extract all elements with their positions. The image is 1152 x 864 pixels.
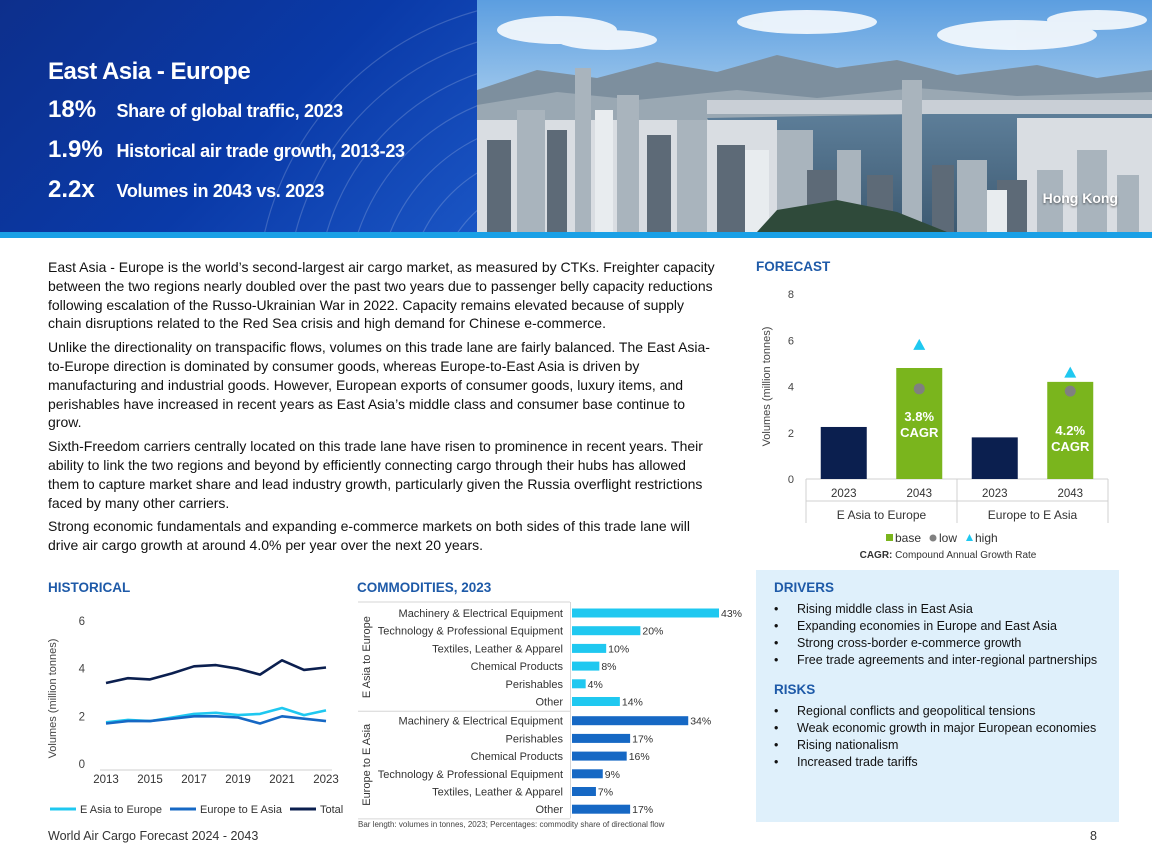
commodity-value: 10% — [608, 643, 630, 656]
commodity-bar — [572, 697, 620, 706]
y-tick-label: 2 — [78, 711, 85, 724]
x-tick-label: 2023 — [981, 488, 1008, 500]
commodity-value: 7% — [597, 786, 614, 799]
legend-label: Europe to E Asia — [200, 804, 282, 816]
commodity-value: 4% — [587, 678, 603, 691]
y-tick-label: 0 — [787, 474, 794, 486]
x-tick-label: 2017 — [181, 774, 207, 786]
list-item: • Increased trade tariffs — [774, 754, 1114, 771]
commodity-value: 17% — [632, 733, 654, 746]
x-tick-label: 2043 — [1057, 488, 1084, 500]
list-item: • Expanding economies in Europe and East Asia — [774, 618, 1114, 635]
x-tick-label: 2015 — [137, 774, 163, 786]
list-item: • Strong cross-border e-commerce growth — [774, 635, 1114, 652]
cagr-note-bold: CAGR: — [859, 550, 893, 561]
historical-chart — [40, 600, 360, 822]
legend-base-swatch — [886, 534, 893, 541]
paragraph: Unlike the directionality on transpacific flows, volumes on this trade lane are fairly balanced. The East Asia-to-Europe direction is dominated by consumer goods, whereas Europe-to-East Asia is driven by manufacturing and industrial goods. However, European exports of consumer goods, luxury items, and perishables have increased in recent years as East Asia’s middle class and consumer base continue to grow. — [48, 339, 710, 431]
stat-value: 1.9% — [48, 136, 103, 163]
hero-panel — [0, 0, 477, 232]
legend-low-label: low — [939, 531, 958, 545]
commodity-bar — [572, 805, 630, 814]
cagr-note-text: Compound Annual Growth Rate — [892, 550, 1037, 561]
y-tick-label: 6 — [787, 335, 794, 348]
commodity-value: 17% — [632, 804, 654, 817]
x-tick-label: 2023 — [313, 774, 339, 786]
list-item: • Rising nationalism — [774, 737, 1114, 754]
cagr-label: CAGR — [900, 425, 939, 440]
stat-value: 2.2x — [48, 176, 95, 203]
cagr-label: CAGR — [1051, 438, 1090, 454]
list-item: • Regional conflicts and geopolitical tensions — [774, 703, 1114, 720]
chart-note: Bar length: volumes in tonnes, 2023; Percentages: commodity share of directional flow — [358, 820, 665, 829]
y-tick-label: 0 — [78, 759, 85, 771]
footer-title: World Air Cargo Forecast 2024 - 2043 — [48, 829, 259, 843]
commodity-bar — [572, 734, 630, 743]
stat-volumes — [48, 176, 324, 204]
drivers-title: DRIVERS — [774, 580, 835, 595]
commodity-value: 20% — [642, 625, 664, 638]
legend-low-swatch — [930, 535, 937, 542]
commodity-label: Technology & Professional Equipment — [377, 625, 563, 638]
y-axis-label: Volumes (million tonnes) — [761, 326, 773, 447]
commodity-label: Perishables — [505, 678, 563, 691]
high-scenario-marker — [913, 339, 925, 350]
cagr-label: 4.2% — [1055, 422, 1086, 438]
commodity-bar — [572, 752, 627, 761]
group-label: Europe to E Asia — [987, 508, 1078, 522]
commodity-value: 16% — [628, 751, 650, 764]
body-text — [48, 258, 716, 560]
commodity-bar — [572, 679, 586, 688]
commodity-value: 34% — [690, 715, 712, 728]
high-scenario-marker — [1064, 367, 1076, 378]
stat-value: 18% — [48, 96, 97, 123]
forecast-chart — [756, 280, 1126, 570]
photo-caption: Hong Kong — [1042, 190, 1118, 206]
stat-label: Volumes in 2043 vs. 2023 — [116, 181, 325, 201]
commodity-label: Textiles, Leather & Apparel — [432, 643, 563, 656]
x-tick-label: 2013 — [93, 774, 119, 786]
page-title: East Asia - Europe — [48, 58, 251, 85]
commodity-bar — [572, 644, 606, 653]
commodity-bar — [572, 626, 640, 635]
risks-list — [774, 703, 1114, 771]
commodity-label: Perishables — [505, 733, 563, 746]
commodity-value: 43% — [721, 608, 743, 620]
commodity-label: Chemical Products — [470, 751, 563, 764]
forecast-bar — [972, 437, 1018, 479]
stat-share — [48, 96, 343, 124]
forecast-bar — [821, 427, 867, 479]
commodity-label: Other — [535, 804, 563, 817]
commodity-bar — [572, 716, 688, 725]
historical-title: HISTORICAL — [48, 580, 131, 595]
legend-high-label: high — [975, 531, 998, 545]
y-axis-label: Volumes (million tonnes) — [47, 638, 59, 759]
low-scenario-marker — [1065, 386, 1076, 397]
x-tick-label: 2043 — [906, 488, 933, 500]
commodity-value: 8% — [601, 661, 617, 674]
legend-label: Total — [320, 804, 344, 816]
commodities-title: COMMODITIES, 2023 — [357, 580, 492, 595]
y-tick-label: 6 — [78, 616, 85, 628]
group-label: Europe to E Asia — [361, 723, 373, 806]
series-line-europe-to-e-asia — [106, 716, 326, 723]
y-tick-label: 4 — [78, 663, 85, 676]
commodity-value: 14% — [621, 696, 643, 709]
list-item: • Weak economic growth in major European economies — [774, 720, 1114, 737]
cagr-note — [860, 550, 1037, 561]
commodity-label: Machinery & Electrical Equipment — [398, 715, 563, 728]
commodity-label: Technology & Professional Equipment — [377, 768, 563, 781]
commodity-bar — [572, 769, 603, 778]
x-tick-label: 2021 — [269, 774, 295, 786]
y-tick-label: 4 — [787, 381, 794, 394]
commodity-bar — [572, 662, 599, 671]
stat-label: Historical air trade growth, 2013-23 — [116, 141, 405, 161]
commodity-label: Chemical Products — [470, 661, 563, 674]
group-label: E Asia to Europe — [836, 508, 927, 522]
commodities-chart — [356, 598, 756, 830]
page-number: 8 — [1090, 829, 1097, 843]
accent-stripe — [0, 232, 1152, 238]
list-item: • Free trade agreements and inter-regional partnerships — [774, 652, 1114, 669]
hong-kong-photo — [477, 0, 1152, 232]
hero-banner — [0, 0, 1152, 232]
paragraph: Strong economic fundamentals and expanding e-commerce markets on both sides of this trade lane will drive air cargo growth at around 4.0% per year over the next 20 years. — [48, 518, 691, 554]
stat-growth — [48, 136, 405, 164]
commodity-bar — [572, 787, 596, 796]
legend-label: E Asia to Europe — [80, 804, 162, 816]
stat-label: Share of global traffic, 2023 — [116, 101, 343, 121]
legend-high-swatch — [966, 534, 973, 541]
y-tick-label: 2 — [787, 427, 794, 440]
risks-title: RISKS — [774, 682, 816, 697]
commodity-label: Machinery & Electrical Equipment — [398, 608, 563, 620]
y-tick-label: 8 — [787, 289, 794, 301]
forecast-title: FORECAST — [756, 259, 831, 274]
legend-base-label: base — [895, 531, 922, 545]
low-scenario-marker — [914, 383, 925, 394]
drivers-list — [774, 601, 1114, 669]
paragraph: Sixth-Freedom carriers centrally located on this trade lane have risen to prominence in recent years. Their ability to link the two regions and beyond by efficiently connecting cargo through their hubs has allowed them to capture market share and lead industry growth, particularly given the Russia overflight restrictions faced by many other carriers. — [48, 438, 703, 511]
commodity-label: Textiles, Leather & Apparel — [432, 786, 563, 799]
x-tick-label: 2023 — [830, 488, 857, 500]
commodity-value: 9% — [604, 768, 620, 781]
paragraph: East Asia - Europe is the world’s second-largest air cargo market, as measured by CTKs. Freighter capacity between the two regions nearly doubled over the past two years due to passenger belly capacity reductions following escalation of the Russo-Ukrainian War in 2022. Capacity remains elevated because of supply chain disruptions related to the Red Sea crisis and high demand for Chinese e-commerce. — [48, 259, 715, 332]
commodity-bar — [572, 609, 719, 618]
x-tick-label: 2019 — [225, 774, 251, 786]
series-line-total — [106, 660, 326, 683]
cagr-label: 3.8% — [904, 409, 935, 424]
commodity-label: Other — [535, 696, 563, 709]
group-label: E Asia to Europe — [361, 616, 373, 699]
list-item: • Rising middle class in East Asia — [774, 601, 1114, 618]
drivers-risks-panel — [756, 570, 1119, 822]
